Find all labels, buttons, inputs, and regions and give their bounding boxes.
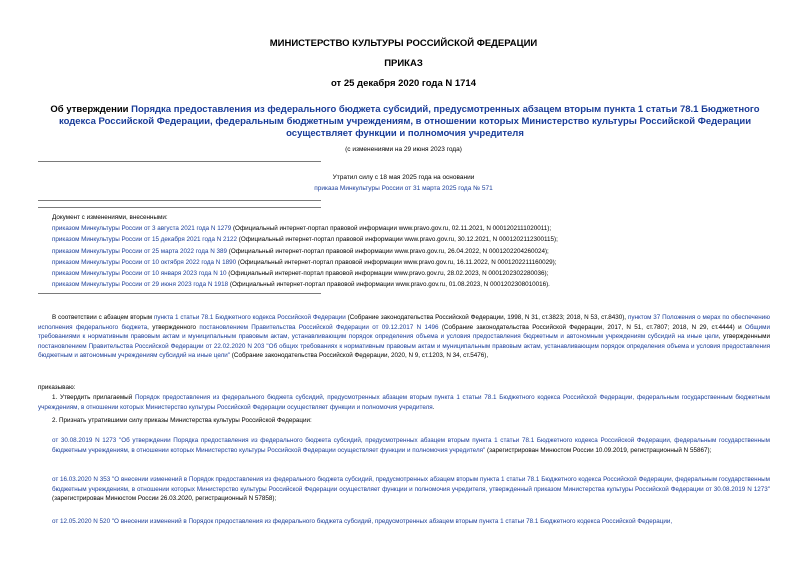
repealed-item bbox=[52, 475, 770, 504]
budget-code-link[interactable]: пункта 1 статьи 78.1 Бюджетного кодекса Российской Федерации bbox=[153, 314, 346, 321]
amendment-text: (Официальный интернет-портал правовой информации www.pravo.gov.ru, 28.02.2023, N 0001202302280036); bbox=[226, 270, 549, 278]
amendment-text: (Официальный интернет-портал правовой информации www.pravo.gov.ru, 30.12.2021, N 0001202112300115); bbox=[237, 236, 558, 244]
repealed-link[interactable]: от 16.03.2020 N 353 "О внесении изменений в Порядок предоставления из федерального бюджета субсидий, предусмотренных абзацем вторым пункта 1 статьи 78.1 Бюджетного кодекса Российской Федерации, федеральным государственным бюджетным учреждениям, в отношении которых Министерство культуры Российской Федерации осуществляет функции и полномочия учредителя, утвержденный приказом Министерства культуры Российской Федерации от 30.08.2019 N 1273" bbox=[52, 476, 770, 493]
divider bbox=[38, 200, 321, 201]
amendment-link[interactable]: приказом Минкультуры России от 10 октября 2022 года N 1890 bbox=[52, 258, 237, 266]
list-item bbox=[52, 257, 558, 268]
item-1 bbox=[38, 393, 770, 412]
repealed-link[interactable]: от 12.05.2020 N 520 "О внесении изменений в Порядок предоставления из федерального бюджета субсидий, предусмотренных абзацем вторым пункта 1 статьи 78.1 Бюджетного кодекса Российской Федерации, bbox=[52, 518, 673, 525]
preamble-text: (Собрание законодательства Российской Федерации, 2017, N 51, ст.7807; 2018, N 29, ст.4444) и bbox=[438, 323, 745, 331]
title-link[interactable]: Порядка предоставления из федерального бюджета субсидий, предусмотренных абзацем вторым пункта 1 статьи 78.1 Бюджетного кодекса Российской Федерации, федеральным бюджетным учреждениям, в отношении которых Министерство культуры Российской Федерации осуществляет функции и полномочия учредителя bbox=[58, 104, 760, 139]
preamble-text: , утвержденного bbox=[147, 323, 200, 331]
amendments-list bbox=[52, 212, 558, 290]
repealed-item bbox=[52, 436, 770, 455]
general-requirements-link[interactable]: Общими требованиями к нормативным правовым актам и муниципальным правовым актам, устанавливающим порядок определения объема и условия предоставления бюджетным и автономным учреждениям субсидий на иные цели bbox=[38, 323, 770, 341]
preamble-text: В соответствии с абзацем вторым bbox=[52, 314, 154, 321]
amendment-text: (Официальный интернет-портал правовой информации www.pravo.gov.ru, 02.11.2021, N 0001202111020011); bbox=[231, 225, 552, 233]
divider bbox=[38, 161, 321, 162]
amendment-link[interactable]: приказом Минкультуры России от 3 августа 2021 года N 1279 bbox=[52, 225, 232, 233]
resolution-1496-link[interactable]: постановлением Правительства Российской Федерации от 09.12.2017 N 1496 bbox=[199, 323, 439, 331]
repealed-text: (зарегистрирован Минюстом России 10.09.2019, регистрационный N 55867); bbox=[485, 446, 712, 454]
title-prefix: Об утверждении bbox=[50, 104, 132, 115]
list-item bbox=[52, 223, 558, 234]
preamble-paragraph bbox=[38, 313, 770, 361]
preamble-text: (Собрание законодательства Российской Федерации, 1998, N 31, ст.3823; 2018, N 53, ст.8430), bbox=[345, 314, 628, 321]
doc-date-heading: от 25 декабря 2020 года N 1714 bbox=[330, 78, 476, 89]
repealed-link[interactable]: от 30.08.2019 N 1273 "Об утверждении Порядка предоставления из федерального бюджета субсидий, предусмотренных абзацем вторым пункта 1 статьи 78.1 Бюджетного кодекса Российской Федерации, федеральным государственным бюджетным учреждениям, в отношении которых Министерство культуры Российской Федерации осуществляет функции и полномочия учредителя" bbox=[52, 437, 770, 454]
divider bbox=[38, 207, 321, 208]
amendment-text: (Официальный интернет-портал правовой информации www.pravo.gov.ru, 26.04.2022, N 0001202204260024); bbox=[227, 247, 549, 255]
lost-force-link[interactable]: приказа Минкультуры России от 31 марта 2025 года № 571 bbox=[314, 185, 493, 192]
list-item bbox=[52, 246, 558, 257]
lost-force-text: Утратил силу с 18 мая 2025 года на основании bbox=[332, 174, 475, 181]
ministry-heading: МИНИСТЕРСТВО КУЛЬТУРЫ РОССИЙСКОЙ ФЕДЕРАЦИИ bbox=[269, 38, 538, 49]
divider bbox=[38, 293, 321, 294]
item-1-text: . bbox=[432, 403, 435, 411]
amendment-link[interactable]: приказом Минкультуры России от 10 января 2023 года N 10 bbox=[52, 270, 227, 278]
preamble-text: (Собрание законодательства Российской Федерации, 2020, N 9, ст.1203, N 34, ст.5476), bbox=[230, 352, 489, 360]
amendment-text: (Официальный интернет-портал правовой информации www.pravo.gov.ru, 01.08.2023, N 0001202308010016). bbox=[228, 281, 550, 289]
order-word: приказываю: bbox=[38, 384, 76, 391]
regulation-link[interactable]: пунктом 37 Положения о мерах по обеспечению исполнения федерального бюджета bbox=[38, 314, 770, 331]
list-item bbox=[52, 279, 558, 290]
list-item bbox=[52, 234, 558, 245]
doc-type-heading: ПРИКАЗ bbox=[384, 58, 423, 69]
amendment-text: (Официальный интернет-портал правовой информации www.pravo.gov.ru, 16.11.2022, N 0001202211160029); bbox=[236, 258, 557, 266]
item-2: 2. Признать утратившими силу приказы Министерства культуры Российской Федерации: bbox=[52, 417, 312, 424]
amendment-link[interactable]: приказом Минкультуры России от 29 июня 2023 года N 1918 bbox=[52, 281, 229, 289]
document-title bbox=[50, 104, 760, 140]
procedure-link[interactable]: Порядок предоставления из федерального бюджета субсидий, предусмотренных абзацем вторым пункта 1 статьи 78.1 Бюджетного кодекса Российской Федерации, федеральным государственным бюджетным учреждениям, в отношении которых Министерство культуры Российской Федерации осуществляет функции и полномочия учредителя bbox=[38, 394, 771, 411]
changes-note: (с изменениями на 29 июня 2023 года) bbox=[345, 146, 462, 153]
resolution-203-link[interactable]: постановлением Правительства Российской Федерации от 22.02.2020 N 203 "Об общих требованиях к нормативным правовым актам и муниципальным правовым актам, устанавливающим порядок определения объема и условия предоставления бюджетным и автономным учреждениям субсидий на иные цели" bbox=[38, 342, 770, 360]
list-item bbox=[52, 268, 558, 279]
preamble-text: , утвержденными bbox=[718, 333, 770, 341]
lost-force-note bbox=[0, 172, 807, 194]
item-1-text: 1. Утвердить прилагаемый bbox=[52, 394, 135, 401]
repealed-item bbox=[52, 517, 770, 527]
amendment-link[interactable]: приказом Минкультуры России от 15 декабря 2021 года N 2122 bbox=[52, 236, 238, 244]
amendment-link[interactable]: приказом Минкультуры России от 25 марта 2022 года N 389 bbox=[52, 247, 228, 255]
repealed-text: (зарегистрирован Минюстом России 26.03.2020, регистрационный N 57858); bbox=[52, 495, 277, 503]
amendments-heading: Документ с изменениями, внесенными: bbox=[52, 214, 168, 221]
